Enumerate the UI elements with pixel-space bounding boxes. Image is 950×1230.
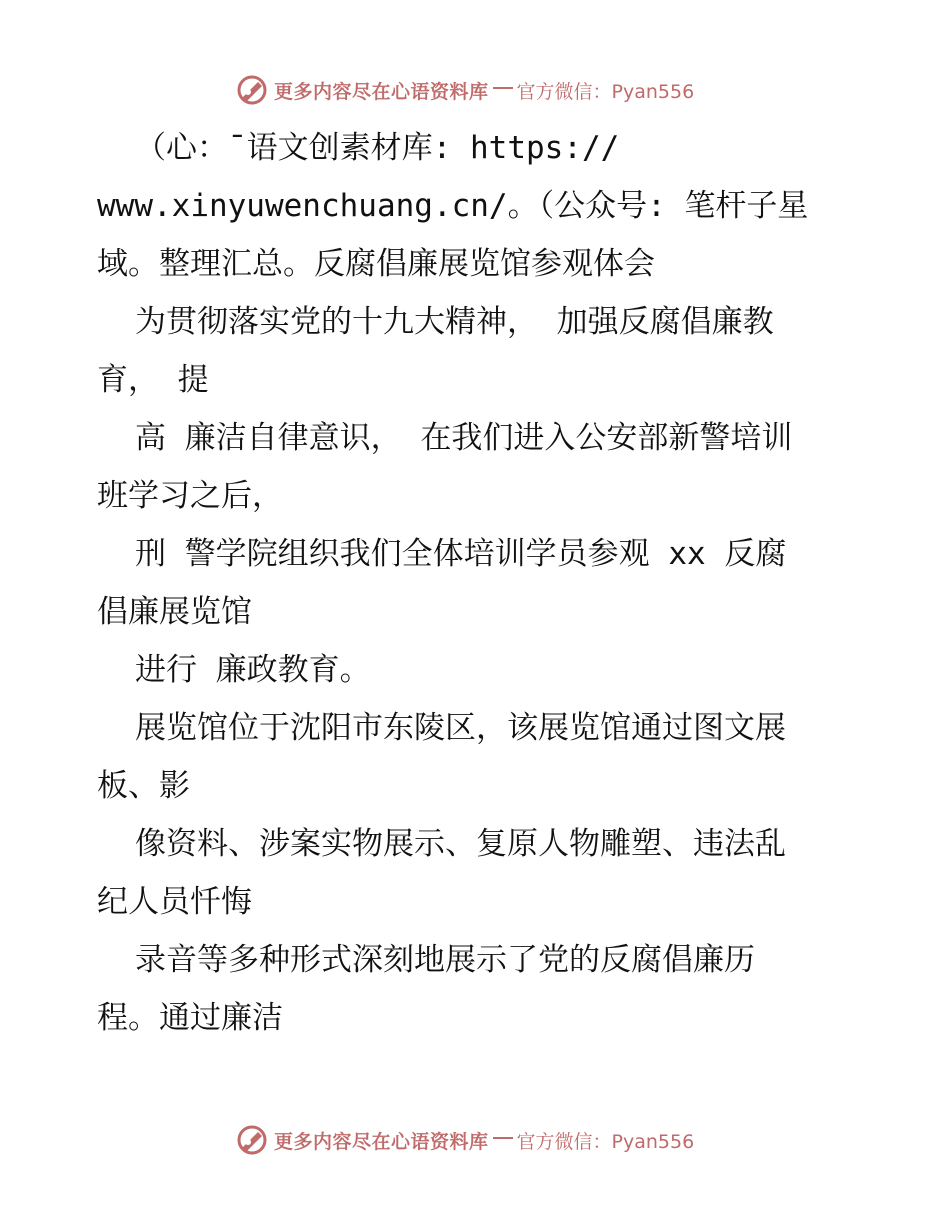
body-line: 倡廉展览馆	[97, 594, 252, 630]
footer-banner-wechat: 官方微信：Pyan556	[516, 1130, 695, 1153]
body-line: 进行 廉政教育。	[135, 652, 371, 688]
body-line: 展览馆位于沈阳市东陵区，该展览馆通过图文展	[135, 710, 786, 746]
body-line: 刑 警学院组织我们全体培训学员参观 xx 反腐	[135, 536, 787, 572]
body-line: 班学习之后，	[97, 478, 283, 514]
header-banner-title: 更多内容尽在心语资料库	[274, 80, 489, 103]
body-line: 育， 提	[97, 362, 209, 398]
body-line: 高 廉洁自律意识， 在我们进入公安部新警培训	[135, 420, 793, 456]
footer-banner	[0, 1118, 950, 1162]
header-banner-dash	[493, 87, 513, 89]
body-line: 板、影	[97, 768, 190, 804]
pen-logo-icon	[236, 74, 268, 106]
body-line: 录音等多种形式深刻地展示了党的反腐倡廉历	[135, 942, 755, 978]
body-line: 像资料、涉案实物展示、复原人物雕塑、违法乱	[135, 826, 786, 862]
header-banner-content[interactable]	[236, 68, 694, 112]
body-line: www.xinyuwenchuang.cn/。（公众号: 笔杆子星	[97, 188, 809, 224]
body-line: 纪人员忏悔	[97, 884, 252, 920]
footer-banner-dash	[493, 1137, 513, 1139]
header-banner	[0, 68, 950, 112]
footer-banner-content[interactable]	[236, 1118, 694, 1162]
header-banner-wechat: 官方微信：Pyan556	[516, 80, 695, 103]
footer-banner-title: 更多内容尽在心语资料库	[274, 1130, 489, 1153]
body-line: （心：¯语文创素材库: https://	[135, 130, 620, 166]
body-line: 域。整理汇总。反腐倡廉展览馆参观体会	[97, 246, 655, 282]
pen-logo-icon	[236, 1124, 268, 1156]
body-line: 程。通过廉洁	[97, 1000, 283, 1036]
body-line: 为贯彻落实党的十九大精神， 加强反腐倡廉教	[135, 304, 774, 340]
document-body	[97, 119, 857, 1047]
